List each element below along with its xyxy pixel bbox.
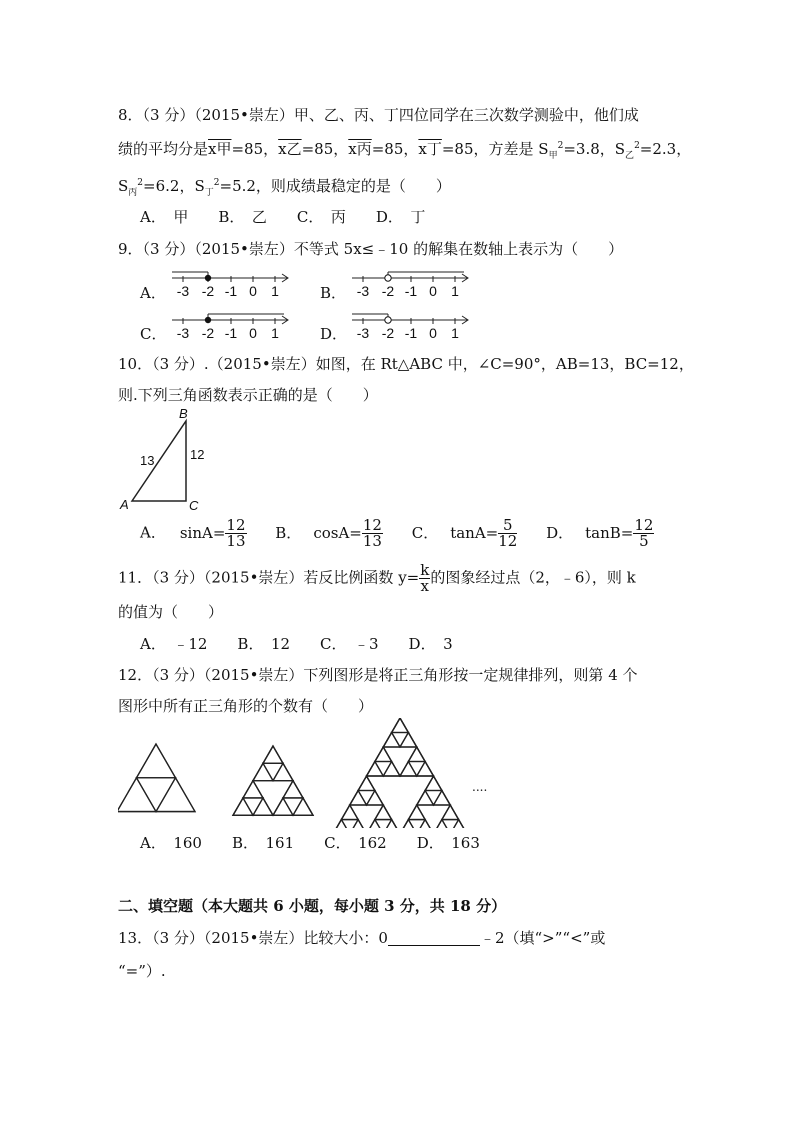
pattern-triangle	[273, 763, 293, 780]
q11-line2: 的值为（ ）	[118, 603, 224, 621]
pattern-triangle	[333, 820, 350, 828]
svg-text:-2: -2	[201, 325, 215, 341]
pattern-triangle	[417, 762, 434, 777]
q9-option-b-label: B．	[320, 284, 347, 302]
q12-triangle-pattern-figure	[118, 718, 498, 828]
pattern-triangle	[283, 781, 303, 798]
svg-text:-2: -2	[381, 325, 395, 341]
q10-right-triangle-figure	[116, 405, 221, 515]
pattern-triangle	[375, 805, 392, 820]
q8-line2: 绩的平均分是x甲=85，x乙=85，x丙=85，x丁=85，方差是 $S_甲^2=3.8$，$S_乙^2=2.3$，	[118, 140, 692, 161]
svg-text:0: 0	[429, 325, 437, 341]
q8-line3: $S_丙^2=6.2$，$S_丁^2=5.2$，则成绩最稳定的是（ ）	[118, 177, 451, 198]
svg-text:-2: -2	[381, 283, 395, 299]
pattern-triangle	[263, 763, 283, 780]
pattern-triangle	[383, 820, 400, 828]
pattern-triangle	[383, 762, 400, 777]
pattern-triangle	[273, 798, 293, 815]
pattern-triangle	[350, 791, 367, 806]
svg-text:-1: -1	[404, 283, 418, 299]
q10-line2: 则.下列三角函数表示正确的是（ ）	[118, 386, 378, 404]
section2-title: 二、填空题（本大题共 6 小题，每小题 3 分，共 18 分）	[118, 897, 507, 915]
pattern-triangle	[358, 776, 375, 791]
q9-option-d-numberline	[350, 310, 475, 342]
pattern-triangle	[243, 781, 263, 798]
svg-text:-3: -3	[356, 325, 370, 341]
q13-line1: 13．（3 分）（2015•崇左）比较大小：0 ﹣2（填“>”“<”或	[118, 929, 606, 947]
svg-text:1: 1	[271, 325, 279, 341]
q9-option-a-label: A．	[140, 284, 166, 302]
pattern-triangle	[400, 733, 417, 748]
pattern-triangle	[367, 776, 434, 828]
svg-text:-1: -1	[224, 325, 238, 341]
svg-text:-2: -2	[201, 283, 215, 299]
q10-options: A． sinA= $\frac{12}{13}$ B． cosA= $\frac{12}{13}$ C． tanA= $\frac{5}{12}$ D． tanB= $\frac{12}{5}$	[140, 516, 654, 550]
svg-text:-1: -1	[404, 325, 418, 341]
pattern-triangle	[417, 791, 434, 806]
q9-option-c-numberline	[170, 310, 295, 342]
q12-line1: 12．（3 分）（2015•崇左）下列图形是将正三角形按一定规律排列，则第 4 个	[118, 666, 638, 684]
svg-text:C: C	[189, 498, 199, 513]
pattern-triangle	[425, 776, 442, 791]
q9-option-c-label: C．	[140, 325, 167, 343]
pattern-triangle	[400, 762, 417, 777]
pattern-triangle	[375, 762, 392, 777]
pattern-triangle	[156, 778, 195, 812]
pattern-triangle	[434, 791, 451, 806]
svg-text:0: 0	[429, 283, 437, 299]
svg-text:1: 1	[271, 283, 279, 299]
q8-line1: 8．（3 分）（2015•崇左）甲、乙、丙、丁四位同学在三次数学测验中，他们成	[118, 106, 639, 124]
svg-text:12: 12	[190, 447, 205, 462]
q9-option-b-numberline	[350, 268, 475, 300]
pattern-triangle	[283, 798, 303, 815]
pattern-triangle	[263, 746, 283, 763]
svg-text:-3: -3	[176, 325, 190, 341]
pattern-triangle	[442, 805, 459, 820]
pattern-triangle	[408, 762, 425, 777]
svg-text:1: 1	[451, 325, 459, 341]
pattern-triangle	[358, 791, 375, 806]
pattern-triangle	[383, 733, 400, 748]
pattern-triangle	[341, 805, 358, 820]
svg-text:-1: -1	[224, 283, 238, 299]
pattern-triangle	[375, 747, 392, 762]
q8-options: A． 甲 B． 乙 C． 丙 D． 丁	[140, 208, 426, 226]
pattern-triangle	[400, 776, 467, 828]
q12-options: A． 160 B． 161 C． 162 D． 163	[140, 834, 480, 852]
svg-text:A: A	[120, 497, 129, 512]
pattern-triangle	[137, 778, 176, 812]
svg-text:0: 0	[249, 283, 257, 299]
q11-options: A． ﹣12 B． 12 C． ﹣3 D． 3	[140, 635, 453, 653]
svg-text:0: 0	[249, 325, 257, 341]
pattern-triangle	[118, 778, 156, 812]
pattern-triangle	[367, 820, 384, 828]
q9-option-a-numberline	[170, 268, 295, 300]
svg-text:B: B	[179, 406, 188, 421]
pattern-triangle	[137, 744, 176, 778]
pattern-triangle	[367, 762, 384, 777]
q13-line2: “=”）.	[118, 962, 166, 980]
svg-text:1: 1	[451, 283, 459, 299]
pattern-triangle	[333, 776, 400, 828]
pattern-triangle	[417, 820, 434, 828]
svg-text:-3: -3	[176, 283, 190, 299]
svg-text:13: 13	[140, 453, 155, 468]
q12-continuation-dots: ....	[472, 780, 488, 794]
q11-line1: 11．（3 分）（2015•崇左）若反比例函数 y= $\frac{k}{x}$ 的图象经过点（2，﹣6），则 k	[118, 561, 636, 595]
pattern-triangle	[293, 798, 313, 815]
q9-option-d-label: D．	[320, 325, 348, 343]
pattern-triangle	[450, 820, 467, 828]
pattern-triangle	[350, 820, 367, 828]
pattern-triangle	[434, 820, 451, 828]
q10-line1: 10．（3 分）.（2015•崇左）如图，在 Rt△ABC 中，∠C=90°，AB=13，BC=12，	[118, 355, 694, 373]
pattern-triangle	[425, 791, 442, 806]
q13-answer-blank[interactable]	[388, 931, 480, 946]
pattern-triangle	[408, 805, 425, 820]
q12-line2: 图形中所有正三角形的个数有（ ）	[118, 697, 374, 715]
q9-stem: 9．（3 分）（2015•崇左）不等式 5x≤﹣10 的解集在数轴上表示为（ ）	[118, 240, 624, 258]
svg-text:-3: -3	[356, 283, 370, 299]
pattern-triangle	[408, 747, 425, 762]
pattern-triangle	[253, 763, 273, 780]
pattern-triangle	[253, 798, 273, 815]
pattern-triangle	[243, 798, 263, 815]
pattern-triangle	[392, 733, 409, 748]
pattern-triangle	[367, 791, 384, 806]
pattern-triangle	[233, 798, 253, 815]
pattern-triangle	[400, 820, 417, 828]
pattern-triangle	[392, 718, 409, 733]
